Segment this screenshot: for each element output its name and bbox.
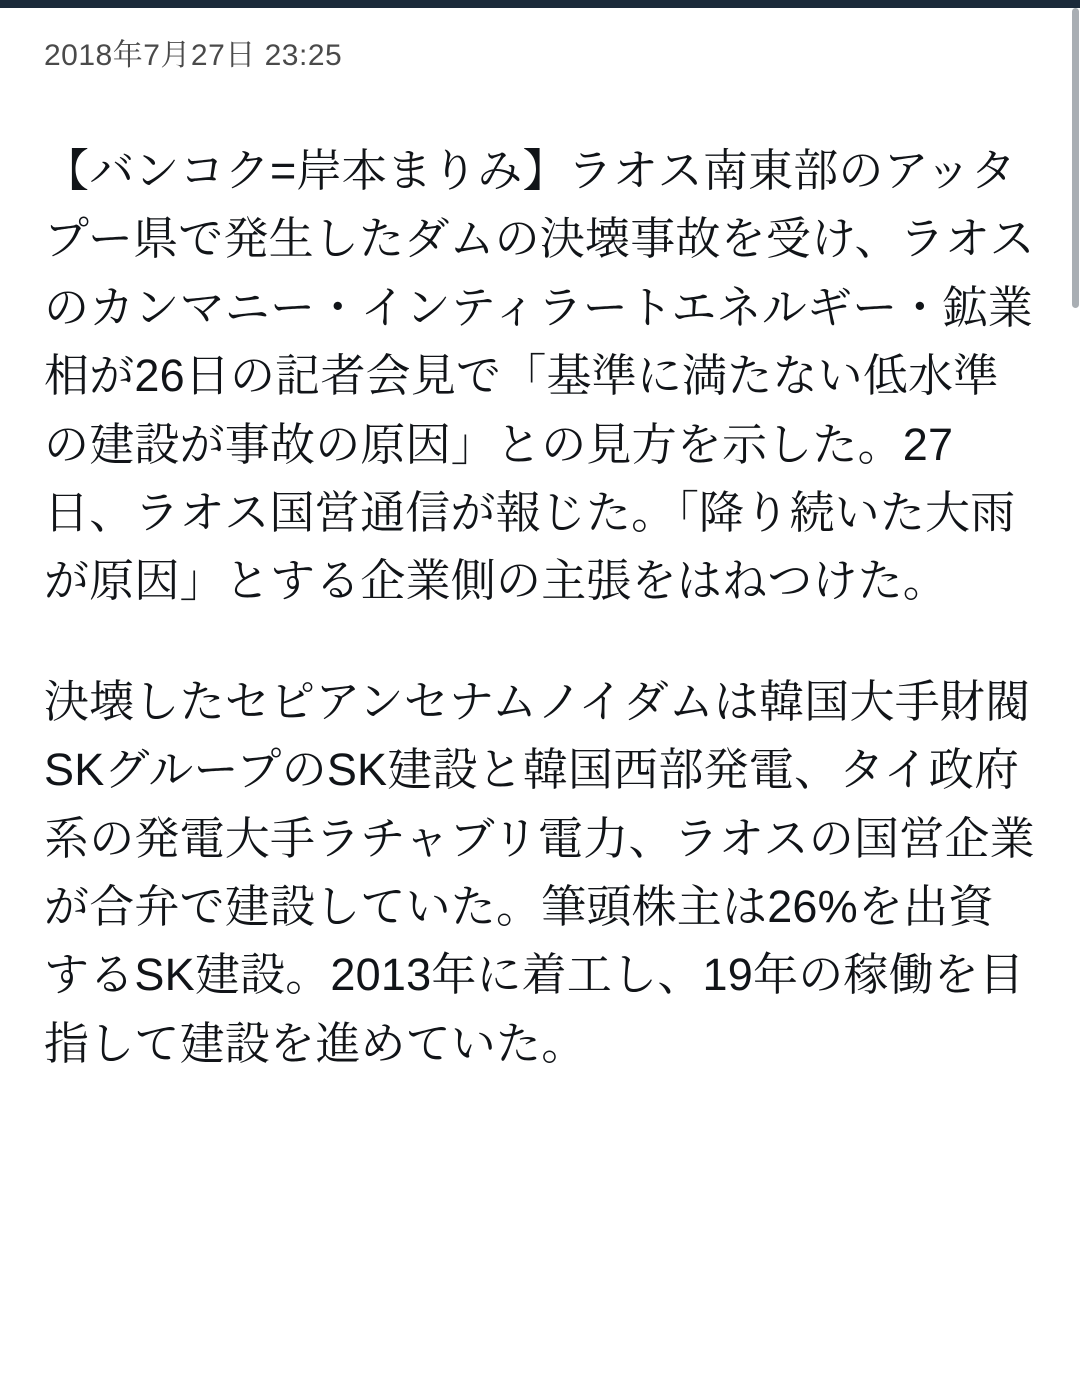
- article-timestamp: 2018年7月27日 23:25: [44, 39, 343, 72]
- article-paragraph: 決壊したセピアンセナムノイダムは韓国大手財閥SKグループのSK建設と韓国西部発電、タイ政府系の発電大手ラチャブリ電力、ラオスの国営企業が合弁で建設していた。筆頭株主は26%を出資するSK建設。2013年に着工し、19年の稼働を目指して建設を進めていた。: [44, 675, 1035, 1069]
- page-scrollbar[interactable]: [1070, 8, 1080, 1384]
- top-app-bar: [0, 0, 1080, 8]
- article-paragraph: 【バンコク=岸本まりみ】ラオス南東部のアッタプー県で発生したダムの決壊事故を受け、ラオスのカンマニー・インティラートエネルギー・鉱業相が26日の記者会見で「基準に満たない低水準の建設が事故の原因」との見方を示した。27日、ラオス国営通信が報じた。「降り続いた大雨が原因」とする企業側の主張をはねつけた。: [44, 145, 1035, 607]
- article-container: [0, 36, 1080, 1078]
- scrollbar-thumb[interactable]: [1072, 8, 1079, 308]
- article-body: [44, 137, 1036, 1078]
